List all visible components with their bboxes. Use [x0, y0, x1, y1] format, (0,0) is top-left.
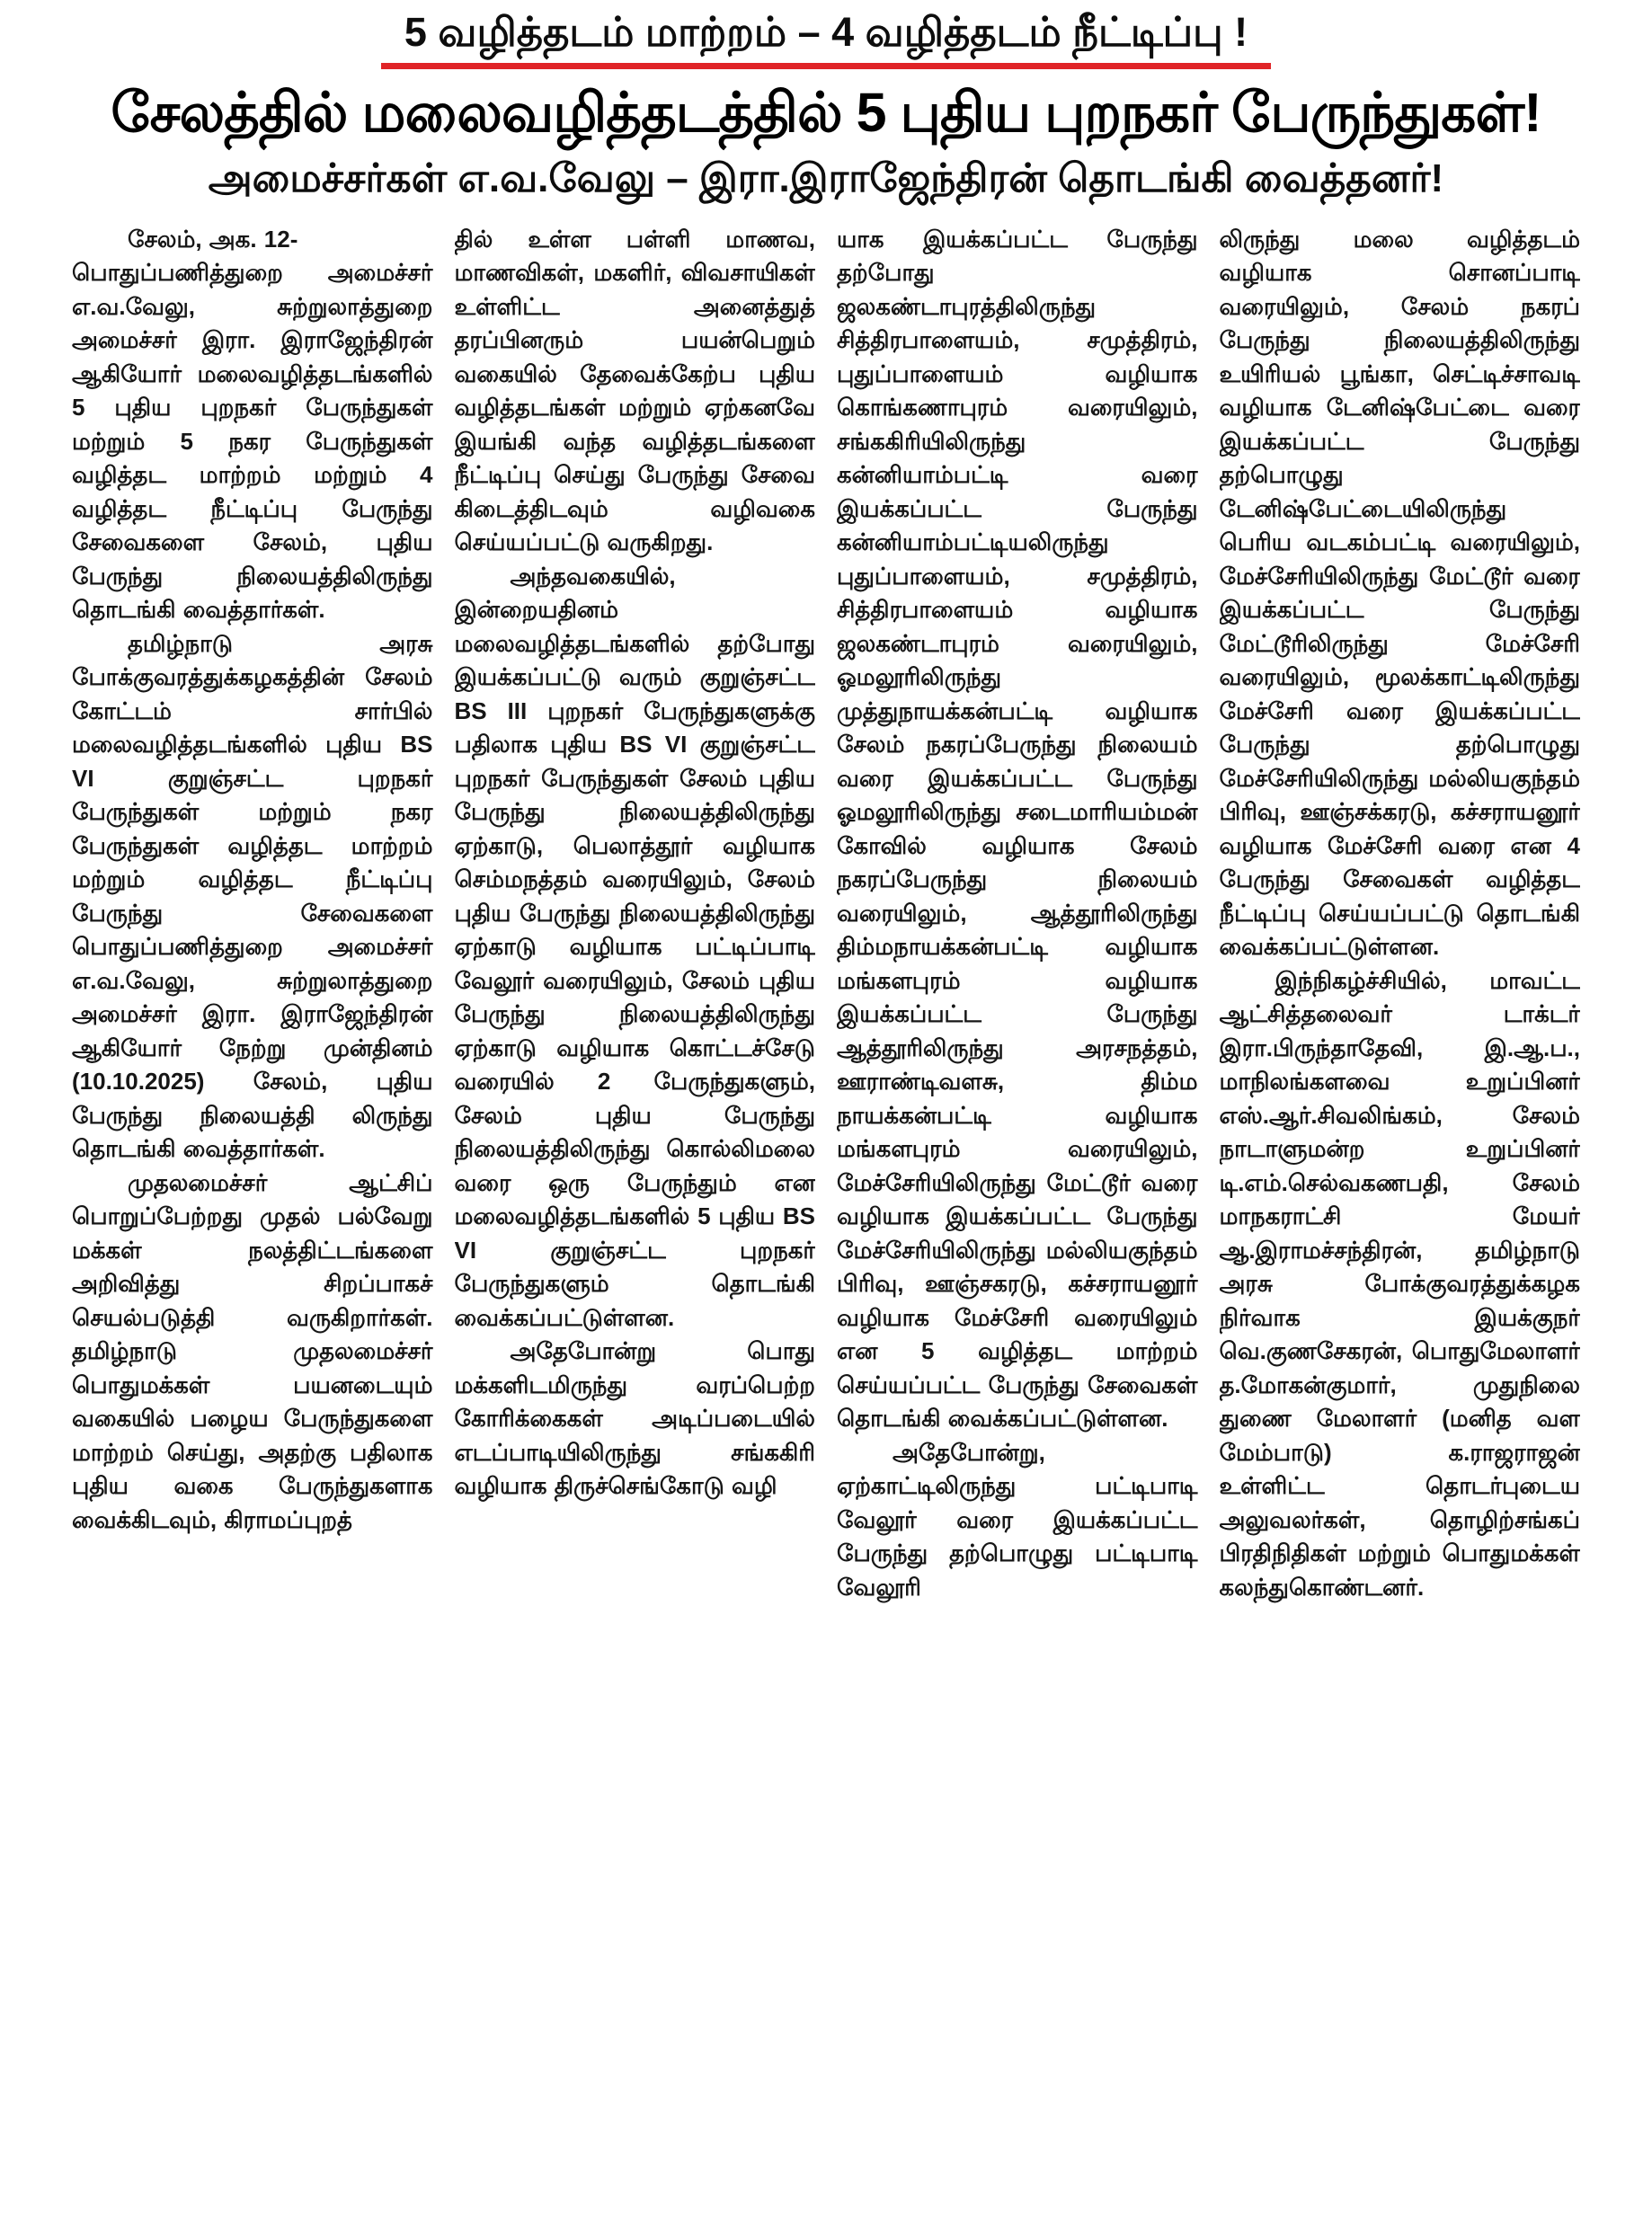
main-headline: சேலத்தில் மலைவழித்தடத்தில் 5 புதிய புறநகர் பேருந்துகள்!: [111, 81, 1541, 143]
article-column-4: [1220, 223, 1581, 2169]
sub-headline: அமைச்சர்கள் எ.வ.வேலு – இரா.இராஜேந்திரன் தொடங்கி வைத்தனர்!: [208, 156, 1444, 201]
article-paragraph: அதேபோன்று, ஏற்காட்டிலிருந்து பட்டிபாடி வேலூர் வரை இயக்கப்பட்ட பேருந்து தற்பொழுது பட்டிபாடி வேலூரி: [837, 1438, 1198, 1601]
article-paragraph: தில் உள்ள பள்ளி மாணவ, மாணவிகள், மகளிர், விவசாயிகள் உள்ளிட்ட அனைத்துத் தரப்பினரும் பயன்பெறும் வகையில் தேவைக்கேற்ப புதிய வழித்தடங்கள் மற்றும் ஏற்கனவே இயங்கி வந்த வழித்தடங்களை நீட்டிப்பு செய்து பேருந்து சேவை கிடைத்திடவும் வழிவகை செய்யப்பட்டு வருகிறது.: [454, 225, 815, 556]
article-paragraph: தமிழ்நாடு அரசு போக்குவரத்துக்கழகத்தின் சேலம் கோட்டம் சார்பில் மலைவழித்தடங்களில் புதிய BS VI குறுஞ்சட்ட புறநகர் பேருந்துகள் மற்றும் நகர பேருந்துகள் வழித்தட மாற்றம் மற்றும் வழித்தட நீட்டிப்பு பேருந்து சேவைகளை பொதுப்பணித்துறை அமைச்சர் எ.வ.வேலு, சுற்றுலாத்துறை அமைச்சர் இரா. இராஜேந்திரன் ஆகியோர் நேற்று முன்தினம் (10.10.2025) சேலம், புதிய பேருந்து நிலையத்தி லிருந்து தொடங்கி வைத்தார்கள்.: [72, 629, 433, 1163]
article-header: [38, 9, 1614, 201]
kicker-row: [38, 9, 1614, 69]
dateline: சேலம், அக. 12-: [128, 225, 298, 253]
kicker-headline: 5 வழித்தடம் மாற்றம் – 4 வழித்தடம் நீட்டிப்பு !: [381, 9, 1271, 69]
article-column-2: [455, 223, 816, 2169]
article-paragraph: முதலமைச்சர் ஆட்சிப் பொறுப்பேற்றது முதல் பல்வேறு மக்கள் நலத்திட்டங்களை அறிவித்து சிறப்பாகச் செயல்படுத்தி வருகிறார்கள். தமிழ்நாடு முதலமைச்சர் பொதுமக்கள் பயனடையும் வகையில் பழைய பேருந்துகளை மாற்றம் செய்து, அதற்கு பதிலாக புதிய வகை பேருந்துகளாக வைக்கிடவும், கிராமப்புறத்: [72, 1168, 433, 1533]
article-column-3: [837, 223, 1198, 2169]
article-paragraph: யாக இயக்கப்பட்ட பேருந்து தற்போது ஜலகண்டாபுரத்திலிருந்து சித்திரபாளையம், சமுத்திரம், புதுப்பாளையம் வழியாக கொங்கணாபுரம் வரையிலும், சங்ககிரியிலிருந்து கன்னியாம்பட்டி வரை இயக்கப்பட்ட பேருந்து கன்னியாம்பட்டியலிருந்து புதுப்பாளையம், சமுத்திரம், சித்திரபாளையம் வழியாக ஜலகண்டாபுரம் வரையிலும், ஓமலூரிலிருந்து முத்துநாயக்கன்பட்டி வழியாக சேலம் நகரப்பேருந்து நிலையம் வரை இயக்கப்பட்ட பேருந்து ஓமலூரிலிருந்து சடைமாரியம்மன் கோவில் வழியாக சேலம் நகரப்பேருந்து நிலையம் வரையிலும், ஆத்தூரிலிருந்து திம்மநாயக்கன்பட்டி வழியாக மங்களபுரம் வழியாக இயக்கப்பட்ட பேருந்து ஆத்தூரிலிருந்து அரசநத்தம், ஊராண்டிவளசு, திம்ம நாயக்கன்பட்டி வழியாக மங்களபுரம் வரையிலும், மேச்சேரியிலிருந்து மேட்டூர் வரை வழியாக இயக்கப்பட்ட பேருந்து மேச்சேரியிலிருந்து மல்லியகுந்தம் பிரிவு, ஊஞ்சகரடு, கச்சராயனூர் வழியாக மேச்சேரி வரையிலும் என 5 வழித்தட மாற்றம் செய்யப்பட்ட பேருந்து சேவைகள் தொடங்கி வைக்கப்பட்டுள்ளன.: [837, 225, 1198, 1433]
article-paragraph: லிருந்து மலை வழித்தடம் வழியாக சொனப்பாடி வரையிலும், சேலம் நகரப் பேருந்து நிலையத்திலிருந்து உயிரியல் பூங்கா, செட்டிச்சாவடி வழியாக டேனிஷ்பேட்டை வரை இயக்கப்பட்ட பேருந்து தற்பொழுது டேனிஷ்பேட்டையிலிருந்து பெரிய வடகம்பட்டி வரையிலும், மேச்சேரியிலிருந்து மேட்டூர் வரை இயக்கப்பட்ட பேருந்து மேட்டூரிலிருந்து மேச்சேரி வரையிலும், மூலக்காட்டிலிருந்து மேச்சேரி வரை இயக்கப்பட்ட பேருந்து தற்பொழுது மேச்சேரியிலிருந்து மல்லியகுந்தம் பிரிவு, ஊஞ்சக்கரடு, கச்சராயனூர் வழியாக மேச்சேரி வரை என 4 பேருந்து சேவைகள் வழித்தட நீட்டிப்பு செய்யப்பட்டு தொடங்கி வைக்கப்பட்டுள்ளன.: [1219, 225, 1580, 961]
article-paragraph: அதேபோன்று பொது மக்களிடமிருந்து வரப்பெற்ற கோரிக்கைகள் அடிப்படையில் எடப்பாடியிலிருந்து சங்ககிரி வழியாக திருச்செங்கோடு வழி: [454, 1337, 815, 1500]
article-paragraph: அந்தவகையில், இன்றையதினம் மலைவழித்தடங்களில் தற்போது இயக்கப்பட்டு வரும் குறுஞ்சட்ட BS III புறநகர் பேருந்துகளுக்கு பதிலாக புதிய BS VI குறுஞ்சட்ட புறநகர் பேருந்துகள் சேலம் புதிய பேருந்து நிலையத்திலிருந்து ஏற்காடு, பெலாத்தூர் வழியாக செம்மநத்தம் வரையிலும், சேலம் புதிய பேருந்து நிலையத்திலிருந்து ஏற்காடு வழியாக பட்டிப்பாடி வேலூர் வரையிலும், சேலம் புதிய பேருந்து நிலையத்திலிருந்து ஏற்காடு வழியாக கொட்டச்சேடு வரையில் 2 பேருந்துகளும், சேலம் புதிய பேருந்து நிலையத்திலிருந்து கொல்லிமலை வரை ஒரு பேருந்தும் என மலைவழித்தடங்களில் 5 புதிய BS VI குறுஞ்சட்ட புறநகர் பேருந்துகளும் தொடங்கி வைக்கப்பட்டுள்ளன.: [454, 562, 815, 1331]
article-columns: [38, 223, 1614, 2169]
article-paragraph: இந்நிகழ்ச்சியில், மாவட்ட ஆட்சித்தலைவர் டாக்டர் இரா.பிருந்தாதேவி, இ.ஆ.ப., மாநிலங்களவை உறுப்பினர் எஸ்.ஆர்.சிவலிங்கம், சேலம் நாடாளுமன்ற உறுப்பினர் டி.எம்.செல்வகணபதி, சேலம் மாநகராட்சி மேயர் ஆ.இராமச்சந்திரன், தமிழ்நாடு அரசு போக்குவரத்துக்கழக நிர்வாக இயக்குநர் வெ.குணசேகரன், பொதுமேலாளர் த.மோகன்குமார், முதுநிலை துணை மேலாளர் (மனித வள மேம்பாடு) க.ராஜராஜன் உள்ளிட்ட தொடர்புடைய அலுவலர்கள், தொழிற்சங்கப் பிரதிநிதிகள் மற்றும் பொதுமக்கள் கலந்துகொண்டனர்.: [1219, 966, 1580, 1601]
article-column-1: [72, 223, 433, 2169]
article-paragraph: பொதுப்பணித்துறை அமைச்சர் எ.வ.வேலு, சுற்றுலாத்துறை அமைச்சர் இரா. இராஜேந்திரன் ஆகியோர் மலைவழித்தடங்களில் 5 புதிய புறநகர் பேருந்துகள் மற்றும் 5 நகர பேருந்துகள் வழித்தட மாற்றம் மற்றும் 4 வழித்தட நீட்டிப்பு பேருந்து சேவைகளை சேலம், புதிய பேருந்து நிலையத்திலிருந்து தொடங்கி வைத்தார்கள்.: [72, 259, 433, 624]
